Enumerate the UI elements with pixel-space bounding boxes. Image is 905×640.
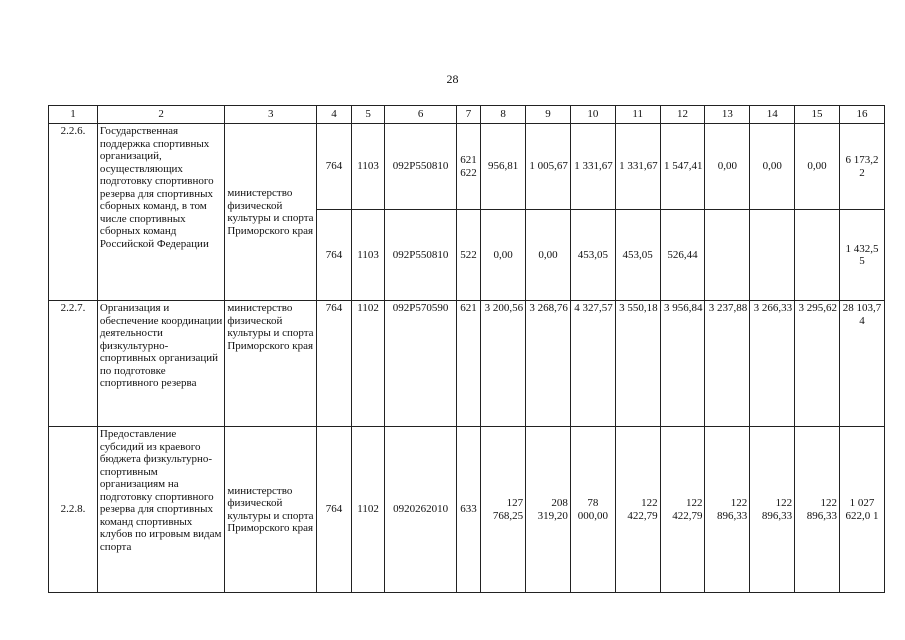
cell-target: 092P550810 [385,124,456,210]
cell-value [705,210,750,301]
header-cell: 7 [456,106,480,124]
cell-value: 3 266,33 [750,301,795,427]
header-cell: 12 [660,106,705,124]
item-name: Организация и обеспечение координации деятельности физкультурно-спортивных организаций по подготовке спортивного резерва [97,301,224,427]
item-executor: министерство физической культуры и спорта Приморского края [225,301,317,427]
cell-value: 122 896,33 [750,427,795,593]
page-number: 28 [446,72,459,86]
cell-value: 1 547,41 [660,124,705,210]
header-cell: 4 [317,106,352,124]
header-row [49,106,885,124]
cell-expense-type: 621 622 [456,124,480,210]
item-number: 2.2.6. [49,124,98,301]
cell-expense-type: 522 [456,210,480,301]
cell-value: 453,05 [615,210,660,301]
header-cell: 2 [97,106,224,124]
cell-value: 127 768,25 [481,427,526,593]
header-cell: 11 [615,106,660,124]
cell-value: 0,00 [481,210,526,301]
item-executor: министерство физической культуры и спорта Приморского края [225,124,317,301]
cell-section: 1103 [351,124,385,210]
cell-grbs: 764 [317,124,352,210]
cell-value: 0,00 [795,124,840,210]
cell-expense-type: 633 [456,427,480,593]
cell-value: 1 331,67 [615,124,660,210]
cell-value: 3 268,76 [526,301,571,427]
cell-value: 526,44 [660,210,705,301]
cell-value: 956,81 [481,124,526,210]
cell-value: 122 422,79 [660,427,705,593]
cell-value: 3 237,88 [705,301,750,427]
header-cell: 16 [839,106,884,124]
cell-value: 78 000,00 [570,427,615,593]
cell-grbs: 764 [317,301,352,427]
cell-value: 1 331,67 [570,124,615,210]
cell-target: 092P550810 [385,210,456,301]
cell-value: 122 896,33 [795,427,840,593]
header-cell: 6 [385,106,456,124]
cell-section: 1103 [351,210,385,301]
cell-total: 6 173,2 2 [839,124,884,210]
cell-value: 208 319,20 [526,427,571,593]
cell-value: 4 327,57 [570,301,615,427]
cell-total: 1 027 622,0 1 [839,427,884,593]
cell-value: 3 550,18 [615,301,660,427]
cell-value: 3 956,84 [660,301,705,427]
item-number: 2.2.8. [49,427,98,593]
cell-value: 0,00 [750,124,795,210]
table-row [49,427,885,593]
header-cell: 10 [570,106,615,124]
cell-target: 092P570590 [385,301,456,427]
cell-value: 1 005,67 [526,124,571,210]
cell-section: 1102 [351,427,385,593]
cell-total: 28 103,7 4 [839,301,884,427]
cell-value: 0,00 [526,210,571,301]
header-cell: 14 [750,106,795,124]
cell-value: 122 422,79 [615,427,660,593]
cell-value: 0,00 [705,124,750,210]
item-name: Предоставление субсидий из краевого бюджета физкультурно-спортивным организациям на подготовку спортивного резерва для спортивных команд спортивных клубов по игровым видам спорта [97,427,224,593]
cell-value: 122 896,33 [705,427,750,593]
cell-value [795,210,840,301]
header-cell: 1 [49,106,98,124]
cell-target: 0920262010 [385,427,456,593]
cell-expense-type: 621 [456,301,480,427]
item-name: Государственная поддержка спортивных организаций, осуществляющих подготовку спортивного резерва для спортивных сборных команд, в том числе спортивных сборных команд Российской Федерации [97,124,224,301]
cell-value [750,210,795,301]
header-cell: 13 [705,106,750,124]
header-cell: 15 [795,106,840,124]
cell-grbs: 764 [317,210,352,301]
cell-value: 3 200,56 [481,301,526,427]
table-row [49,124,885,210]
header-cell: 8 [481,106,526,124]
header-cell: 5 [351,106,385,124]
cell-value: 453,05 [570,210,615,301]
cell-value: 3 295,62 [795,301,840,427]
table-row [49,301,885,427]
header-cell: 9 [526,106,571,124]
cell-section: 1102 [351,301,385,427]
cell-total: 1 432,5 5 [839,210,884,301]
budget-table [48,105,885,593]
item-number: 2.2.7. [49,301,98,427]
item-executor: министерство физической культуры и спорта Приморского края [225,427,317,593]
header-cell: 3 [225,106,317,124]
cell-grbs: 764 [317,427,352,593]
